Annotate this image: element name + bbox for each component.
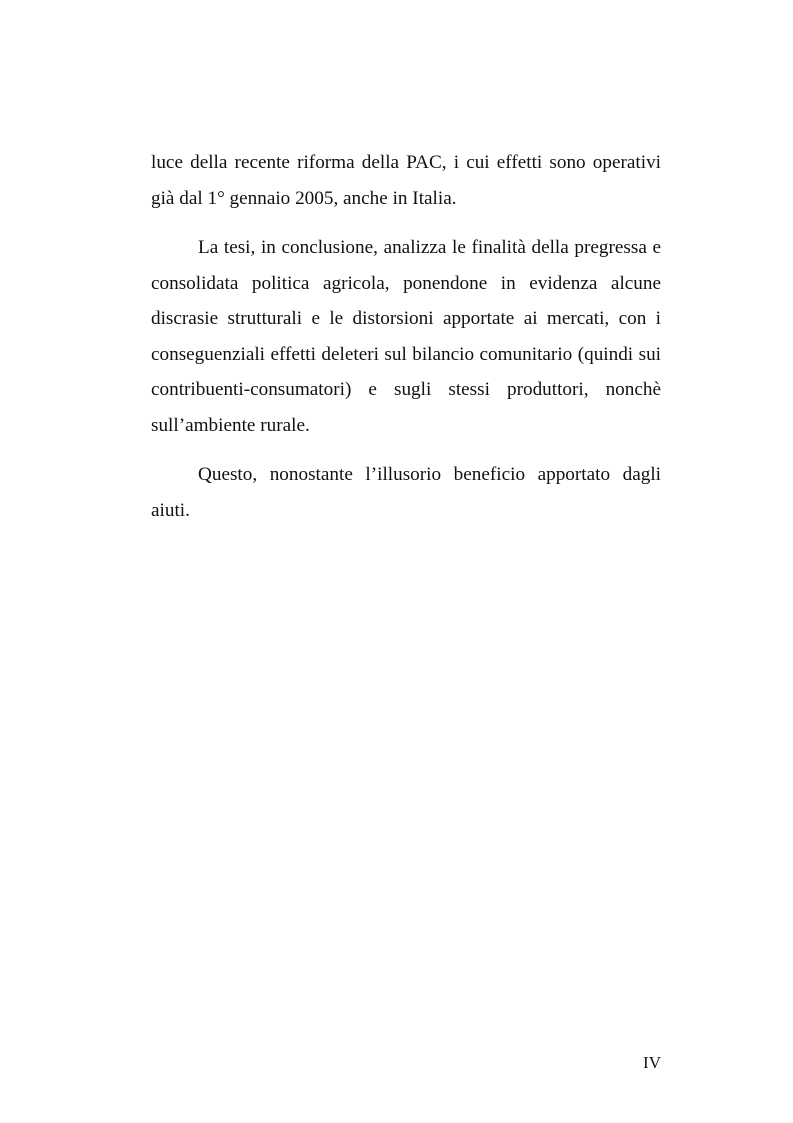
paragraph-closing: Questo, nonostante l’illusorio beneficio apportato dagli aiuti. xyxy=(151,464,661,521)
paragraph-conclusion: La tesi, in conclusione, analizza le finalità della pregressa e consolidata politica agricola, ponendone in evidenza alcune discrasie strutturali e le distorsioni apportate ai mercati, con i conseguenziali effetti deleteri sul bilancio comunitario (quindi sui contribuenti-consumatori) e sugli stessi produttori, nonchè sull’ambiente rurale. xyxy=(151,237,661,436)
page-number: IV xyxy=(643,1053,661,1072)
document-body xyxy=(151,145,661,528)
paragraph-continued: luce della recente riforma della PAC, i cui effetti sono operativi già dal 1° gennaio 2005, anche in Italia. xyxy=(151,152,661,209)
